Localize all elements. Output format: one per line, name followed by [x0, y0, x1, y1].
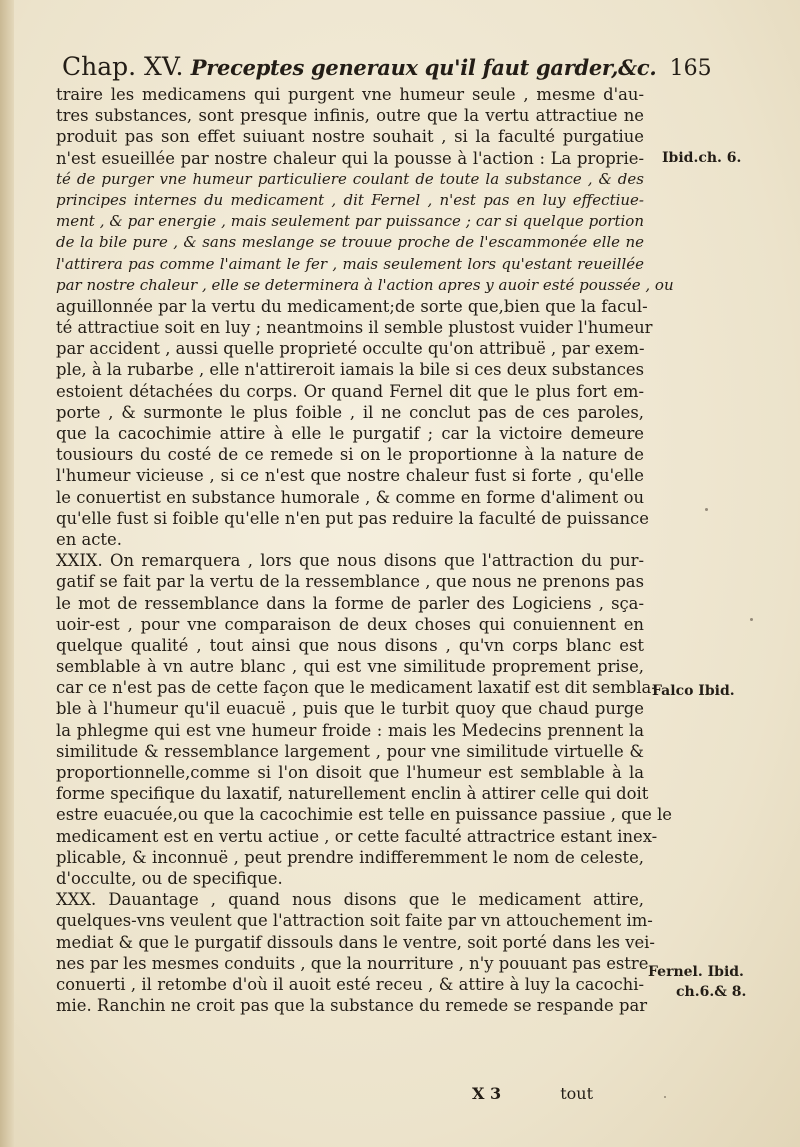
margin-note: Ibid.ch. 6.: [662, 150, 742, 166]
text-line: medicament est en vertu actiue , or cette faculté attractrice estant inex-: [56, 826, 658, 846]
text-line: porte , & surmonte le plus foible , il ne conclut pas de ces paroles,: [56, 402, 644, 422]
text-line: ble à l'humeur qu'il euacuë , puis que le turbit quoy que chaud purge: [56, 699, 644, 719]
page-number: 165: [669, 56, 712, 81]
ink-speck: [750, 618, 753, 621]
text-line: que la cacochimie attire à elle le purgatif ; car la victoire demeure: [56, 424, 644, 443]
catchword: tout: [560, 1084, 594, 1103]
text-line: ment , & par energie , mais seulement par puissance ; car si quelque portion: [56, 212, 644, 231]
text-line: conuerti , il retombe d'où il auoit esté receu , & attire à luy la cacochi-: [56, 974, 644, 994]
text-line: estre euacuée,ou que la cacochimie est telle en puissance passiue , que le: [56, 805, 673, 825]
text-line: semblable à vn autre blanc , qui est vne similitude proprement prise,: [56, 657, 644, 677]
text-line: aguillonnée par la vertu du medicament;de sorte que,bien que la facul-: [56, 296, 648, 316]
page-gutter: [0, 0, 14, 1147]
text-line: estoient détachées du corps. Or quand Fernel dit que le plus fort em-: [56, 381, 644, 401]
text-line: par accident , aussi quelle proprieté occulte qu'on attribuë , par exem-: [56, 339, 645, 359]
text-line: plicable, & inconnuë , peut prendre indifferemment le nom de celeste,: [56, 847, 644, 867]
text-line: nes par les mesmes conduits , que la nourriture , n'y pouuant pas estre: [56, 953, 649, 973]
page-footer: [472, 1084, 593, 1103]
text-line: té de purger vne humeur particuliere coulant de toute la substance , & des: [56, 169, 644, 188]
text-line: tres substances, sont presque infinis, outre que la vertu attractiue ne: [56, 106, 644, 126]
text-line: traire les medicamens qui purgent vne humeur seule , mesme d'au-: [56, 85, 644, 104]
text-line: té attractiue soit en luy ; neantmoins il semble plustost vuider l'humeur: [56, 318, 653, 338]
text-line: le conuertist en substance humorale , & comme en forme d'aliment ou: [56, 487, 644, 507]
text-line: similitude & ressemblance largement , pour vne similitude virtuelle &: [56, 741, 644, 761]
text-line: le mot de ressemblance dans la forme de parler des Logiciens , sça-: [56, 593, 644, 613]
text-line: uoir-est , pour vne comparaison de deux choses qui conuiennent en: [56, 614, 644, 634]
margin-note: Falco Ibid.: [652, 683, 735, 699]
text-line: car ce n'est pas de cette façon que le medicament laxatif est dit sembla-: [56, 678, 657, 698]
text-line: principes internes du medicament , dit Fernel , n'est pas en luy effectiue-: [56, 190, 644, 209]
text-line: XXIX. On remarquera , lors que nous disons que l'attraction du pur-: [56, 551, 644, 571]
margin-note: Fernel. Ibid.: [648, 964, 744, 980]
margin-note: ch.6.& 8.: [676, 984, 747, 1000]
signature-mark: X 3: [472, 1084, 502, 1103]
text-line: produit pas son effet suiuant nostre souhait , si la faculté purgatiue: [56, 127, 644, 147]
text-line: forme specifique du laxatif, naturellement enclin à attirer celle qui doit: [56, 784, 649, 804]
text-line: XXX. Dauantage , quand nous disons que le medicament attire,: [56, 890, 644, 910]
text-line: la phlegme qui est vne humeur froide : mais les Medecins prennent la: [56, 720, 644, 740]
text-line: mie. Ranchin ne croit pas que la substance du remede se respande par: [56, 996, 648, 1016]
running-head: [62, 52, 712, 81]
text-line: mediat & que le purgatif dissouls dans le ventre, soit porté dans les vei-: [56, 932, 655, 952]
text-line: l'attirera pas comme l'aimant le fer , mais seulement lors qu'estant reueillée: [56, 254, 644, 273]
text-line: par nostre chaleur , elle se determinera à l'action apres y auoir esté poussée , ou: [56, 275, 674, 294]
text-line: qu'elle fust si foible qu'elle n'en put pas reduire la faculté de puissance: [56, 508, 649, 528]
text-line: ple, à la rubarbe , elle n'attireroit iamais la bile si ces deux substances: [56, 360, 644, 380]
text-line: quelque qualité , tout ainsi que nous disons , qu'vn corps blanc est: [56, 635, 644, 655]
text-line: tousiours du costé de ce remede si on le proportionne à la nature de: [56, 445, 644, 465]
text-line: en acte.: [56, 529, 122, 549]
text-line: l'humeur vicieuse , si ce n'est que nostre chaleur fust si forte , qu'elle: [56, 466, 644, 486]
text-line: n'est esueillée par nostre chaleur qui la pousse à l'action : La proprie-: [56, 148, 644, 168]
ink-speck: [664, 1096, 666, 1098]
text-line: de la bile pure , & sans meslange se trouue proche de l'escammonée elle ne: [56, 233, 644, 252]
text-line: proportionnelle,comme si l'on disoit que l'humeur est semblable à la: [56, 763, 644, 782]
ink-speck: [705, 508, 708, 511]
text-line: quelques-vns veulent que l'attraction soit faite par vn attouchement im-: [56, 911, 653, 931]
text-line: gatif se fait par la vertu de la ressemblance , que nous ne prenons pas: [56, 572, 644, 592]
chapter-number: Chap. XV.: [62, 52, 184, 81]
chapter-title: Preceptes generaux qu'il faut garder,&c.: [190, 55, 657, 80]
body-text: [56, 84, 674, 1016]
text-line: d'occulte, ou de specifique.: [56, 868, 283, 888]
